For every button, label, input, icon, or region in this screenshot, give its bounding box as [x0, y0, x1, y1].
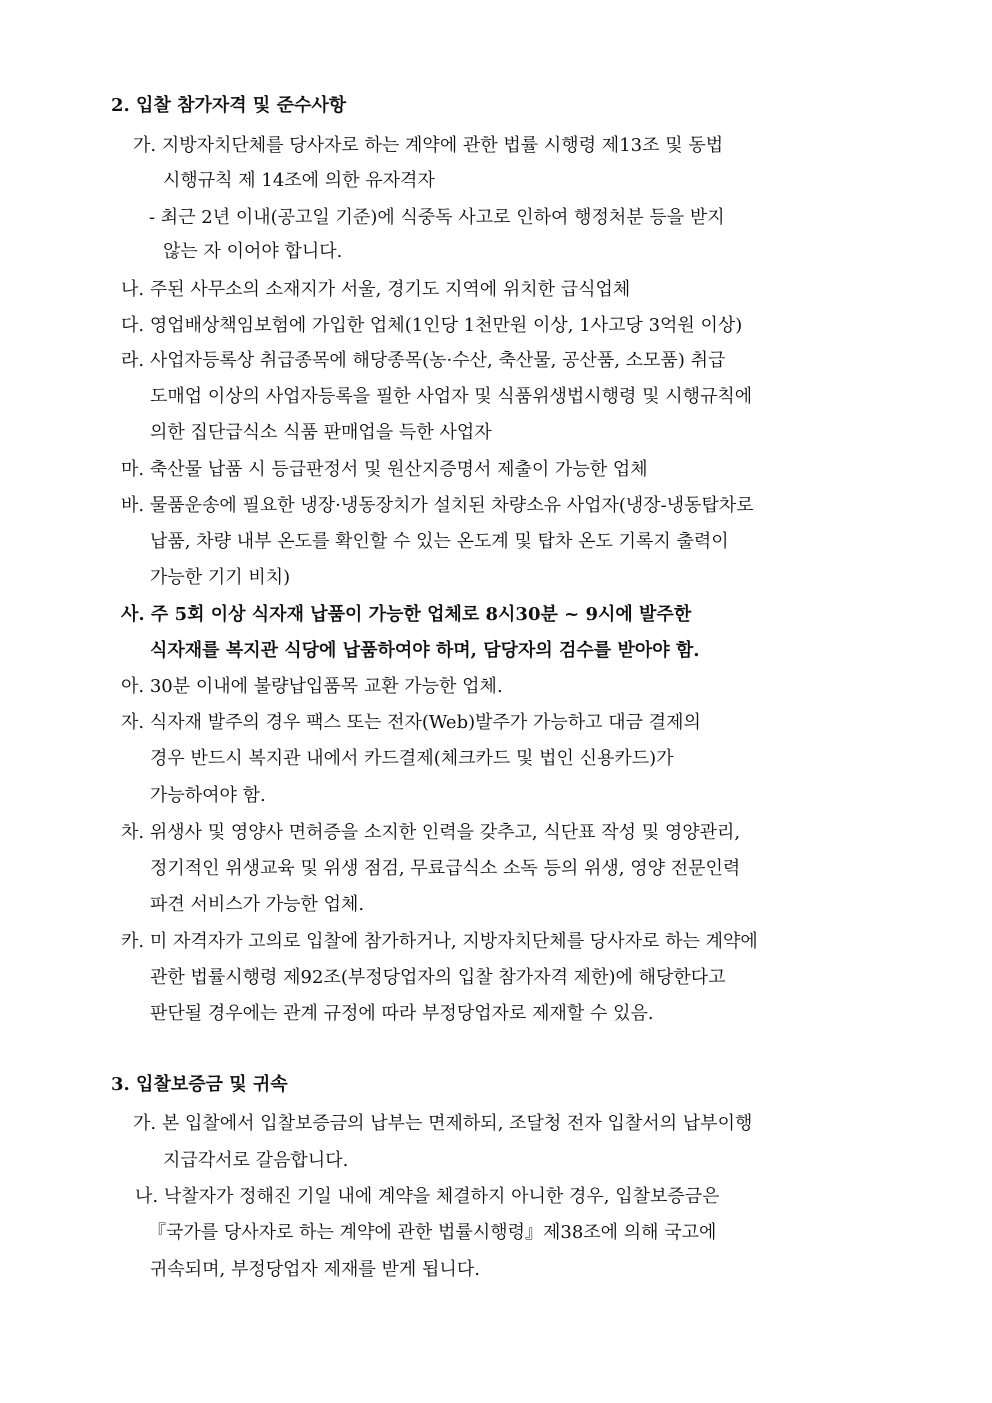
- section3-line: 가. 본 입찰에서 입찰보증금의 납부는 면제하되, 조달청 전자 입찰서의 납부이행: [133, 1113, 753, 1134]
- section2-line: 차. 위생사 및 영양사 면허증을 소지한 인력을 갖추고, 식단표 작성 및 영양관리,: [121, 822, 741, 843]
- section2-line: 가. 지방자치단체를 당사자로 하는 계약에 관한 법률 시행령 제13조 및 동법: [133, 135, 724, 156]
- section2-line: 경우 반드시 복지관 내에서 카드결제(체크카드 및 법인 신용카드)가: [150, 748, 674, 769]
- section2-line: 마. 축산물 납품 시 등급판정서 및 원산지증명서 제출이 가능한 업체: [121, 459, 648, 480]
- section3-line: 나. 낙찰자가 정해진 기일 내에 계약을 체결하지 아니한 경우, 입찰보증금은: [135, 1186, 720, 1207]
- section2-line: 자. 식자재 발주의 경우 팩스 또는 전자(Web)발주가 가능하고 대금 결제의: [121, 712, 701, 733]
- section2-line: 시행규칙 제 14조에 의한 유자격자: [163, 170, 435, 191]
- section2-line: 의한 집단급식소 식품 판매업을 득한 사업자: [150, 422, 492, 443]
- section2-line: 납품, 차량 내부 온도를 확인할 수 있는 온도계 및 탑차 온도 기록지 출력이: [150, 531, 729, 552]
- section2-line: 가능한 기기 비치): [150, 567, 291, 588]
- section2-line-emphasis: 사. 주 5회 이상 식자재 납품이 가능한 업체로 8시30분 ~ 9시에 발주한: [121, 604, 692, 625]
- section2-line: 바. 물품운송에 필요한 냉장·냉동장치가 설치된 차량소유 사업자(냉장-냉동탑차로: [121, 495, 754, 516]
- section3-line: 『국가를 당사자로 하는 계약에 관한 법률시행령』제38조에 의해 국고에: [148, 1222, 717, 1243]
- section2-line-emphasis: 식자재를 복지관 식당에 납품하여야 하며, 담당자의 검수를 받아야 함.: [150, 640, 700, 661]
- section2-line: 않는 자 이어야 합니다.: [163, 241, 343, 262]
- section2-line: 가능하여야 함.: [150, 785, 266, 806]
- section2-line: 정기적인 위생교육 및 위생 점검, 무료급식소 소독 등의 위생, 영양 전문인력: [150, 858, 741, 879]
- section2-line: 관한 법률시행령 제92조(부정당업자의 입찰 참가자격 제한)에 해당한다고: [150, 967, 726, 988]
- section3-line: 귀속되며, 부정당업자 제재를 받게 됩니다.: [150, 1259, 480, 1280]
- section2-line: 나. 주된 사무소의 소재지가 서울, 경기도 지역에 위치한 급식업체: [121, 279, 631, 300]
- section2-line: 카. 미 자격자가 고의로 입찰에 참가하거나, 지방자치단체를 당사자로 하는 계약에: [121, 931, 758, 952]
- section2-line: - 최근 2년 이내(공고일 기준)에 식중독 사고로 인하여 행정처분 등을 받지: [149, 207, 725, 228]
- section2-line: 라. 사업자등록상 취급종목에 해당종목(농·수산, 축산물, 공산품, 소모품) 취급: [121, 350, 726, 371]
- section2-line: 다. 영업배상책임보험에 가입한 업체(1인당 1천만원 이상, 1사고당 3억원 이상): [121, 315, 743, 336]
- section2-line: 파견 서비스가 가능한 업체.: [150, 894, 365, 915]
- section2-line: 도매업 이상의 사업자등록을 필한 사업자 및 식품위생법시행령 및 시행규칙에: [150, 386, 753, 407]
- section2-line: 판단될 경우에는 관계 규정에 따라 부정당업자로 제재할 수 있음.: [150, 1003, 654, 1024]
- section2-line: 아. 30분 이내에 불량납입품목 교환 가능한 업체.: [121, 676, 503, 697]
- section3-heading: 3. 입찰보증금 및 귀속: [111, 1074, 288, 1095]
- section3-line: 지급각서로 갈음합니다.: [163, 1150, 349, 1171]
- section2-heading: 2. 입찰 참가자격 및 준수사항: [111, 95, 347, 116]
